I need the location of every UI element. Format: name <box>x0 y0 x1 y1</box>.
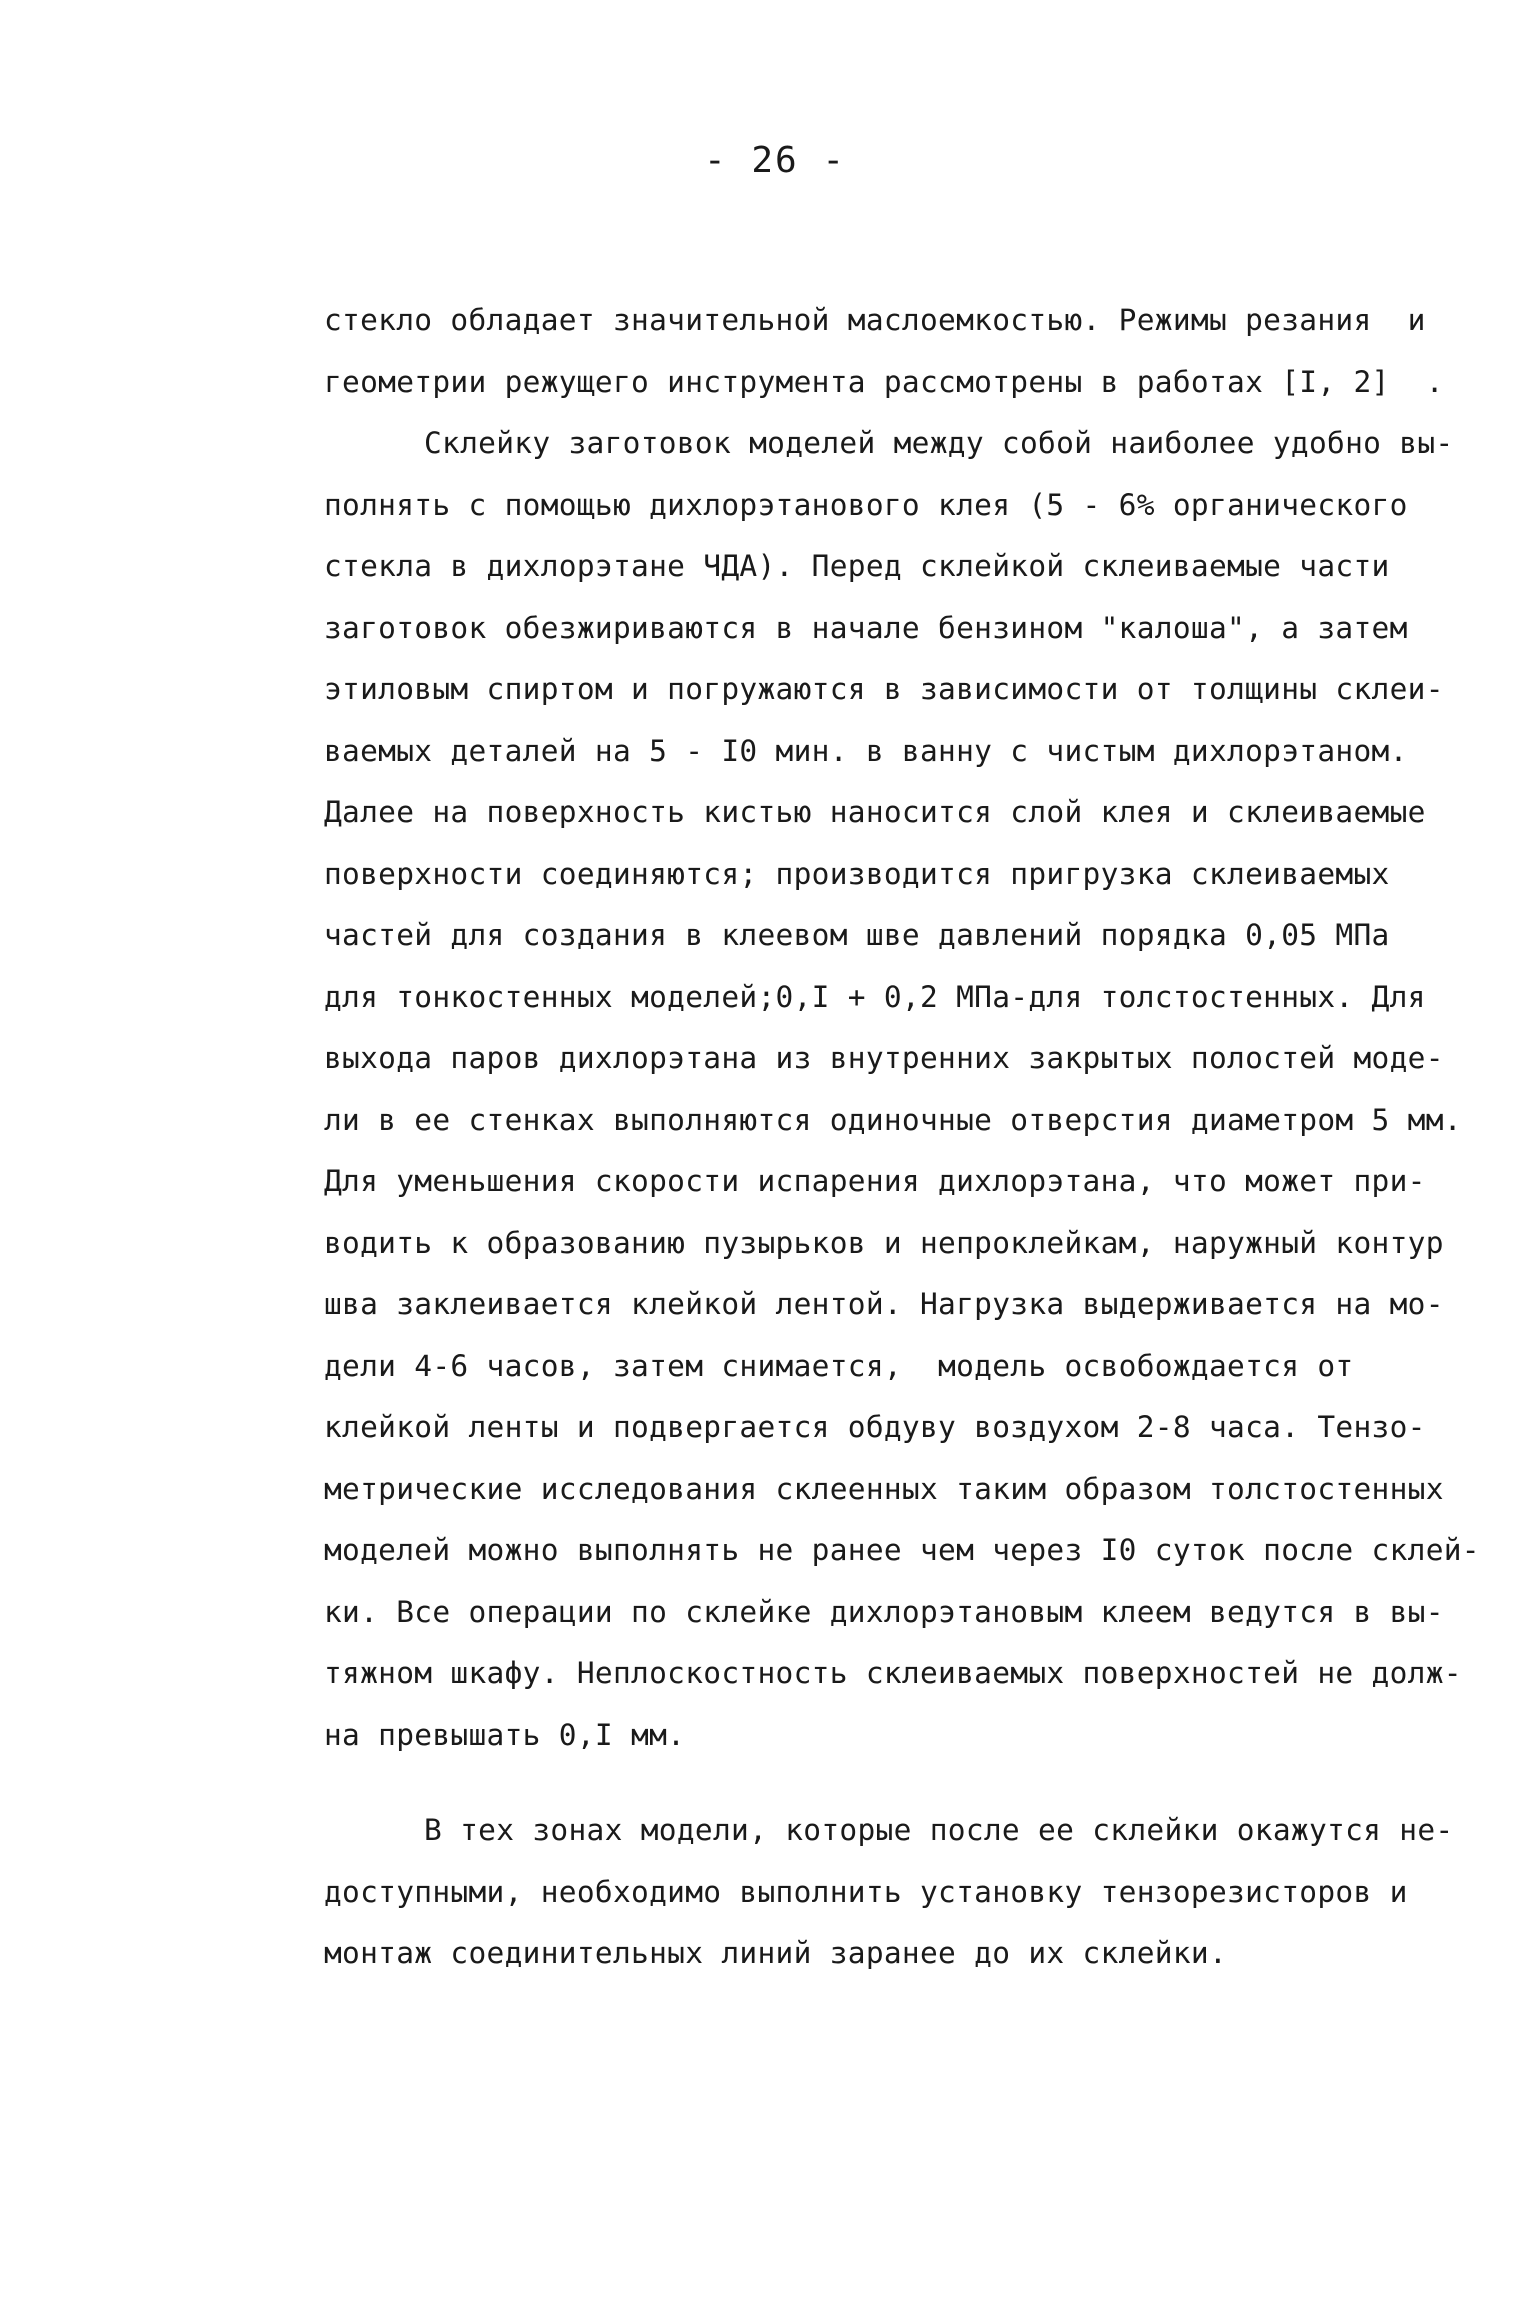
text-line: клейкой ленты и подвергается обдуву воздухом 2-8 часа. Тензо- <box>324 1410 1426 1444</box>
page-number: - 26 - <box>703 140 847 181</box>
text-line: выхода паров дихлорэтана из внутренних закрытых полостей моде- <box>324 1041 1444 1075</box>
text-line: дели 4-6 часов, затем снимается, модель освобождается от <box>324 1348 1354 1383</box>
text-line: стекла в дихлорэтане ЧДА). Перед склейкой склеиваемые части <box>324 549 1390 583</box>
text-line: Для уменьшения скорости испарения дихлорэтана, что может при- <box>324 1164 1426 1198</box>
text-line: ли в ее стенках выполняются одиночные отверстия диаметром 5 мм. <box>324 1102 1462 1137</box>
text-line: частей для создания в клеевом шве давлений порядка 0,05 МПа <box>324 918 1390 952</box>
text-line: метрические исследования склеенных таким образом толстостенных <box>324 1471 1444 1506</box>
text-line: полнять с помощью дихлорэтанового клея (5 - 6% органического <box>324 487 1408 522</box>
text-line: Склейку заготовок моделей между собой наиболее удобно вы- <box>424 426 1454 460</box>
text-line: доступными, необходимо выполнить установку тензорезисторов и <box>324 1874 1408 1909</box>
text-line: водить к образованию пузырьков и непроклейкам, наружный контур <box>324 1225 1444 1260</box>
body-text <box>324 290 1514 1985</box>
text-line: шва заклеивается клейкой лентой. Нагрузка выдерживается на мо- <box>324 1287 1444 1321</box>
text-line: для тонкостенных моделей;0,I + 0,2 МПа-для толстостенных. Для <box>324 979 1426 1014</box>
text-line: поверхности соединяются; производится пригрузка склеиваемых <box>324 856 1390 891</box>
text-line: монтаж соединительных линий заранее до их склейки. <box>324 1936 1228 1970</box>
text-line: геометрии режущего инструмента рассмотрены в работах [I, 2] . <box>324 364 1444 399</box>
text-line: на превышать 0,I мм. <box>324 1717 686 1752</box>
text-line: ваемых деталей на 5 - I0 мин. в ванну с чистым дихлорэтаном. <box>324 733 1408 768</box>
paragraph-gap <box>324 1766 1514 1800</box>
text-line: В тех зонах модели, которые после ее склейки окажутся не- <box>424 1813 1454 1847</box>
text-line: моделей можно выполнять не ранее чем через I0 суток после склей- <box>324 1533 1480 1567</box>
text-line: стекло обладает значительной маслоемкостью. Режимы резания и <box>324 303 1426 337</box>
text-line: заготовок обезжириваются в начале бензином "калоша", а затем <box>324 610 1408 645</box>
text-line: ки. Все операции по склейке дихлорэтановым клеем ведутся в вы- <box>324 1594 1444 1629</box>
text-line: тяжном шкафу. Неплоскостность склеиваемых поверхностей не долж- <box>324 1656 1462 1690</box>
text-line: Далее на поверхность кистью наносится слой клея и склеиваемые <box>324 795 1426 829</box>
text-line: этиловым спиртом и погружаются в зависимости от толщины склеи- <box>324 672 1444 706</box>
